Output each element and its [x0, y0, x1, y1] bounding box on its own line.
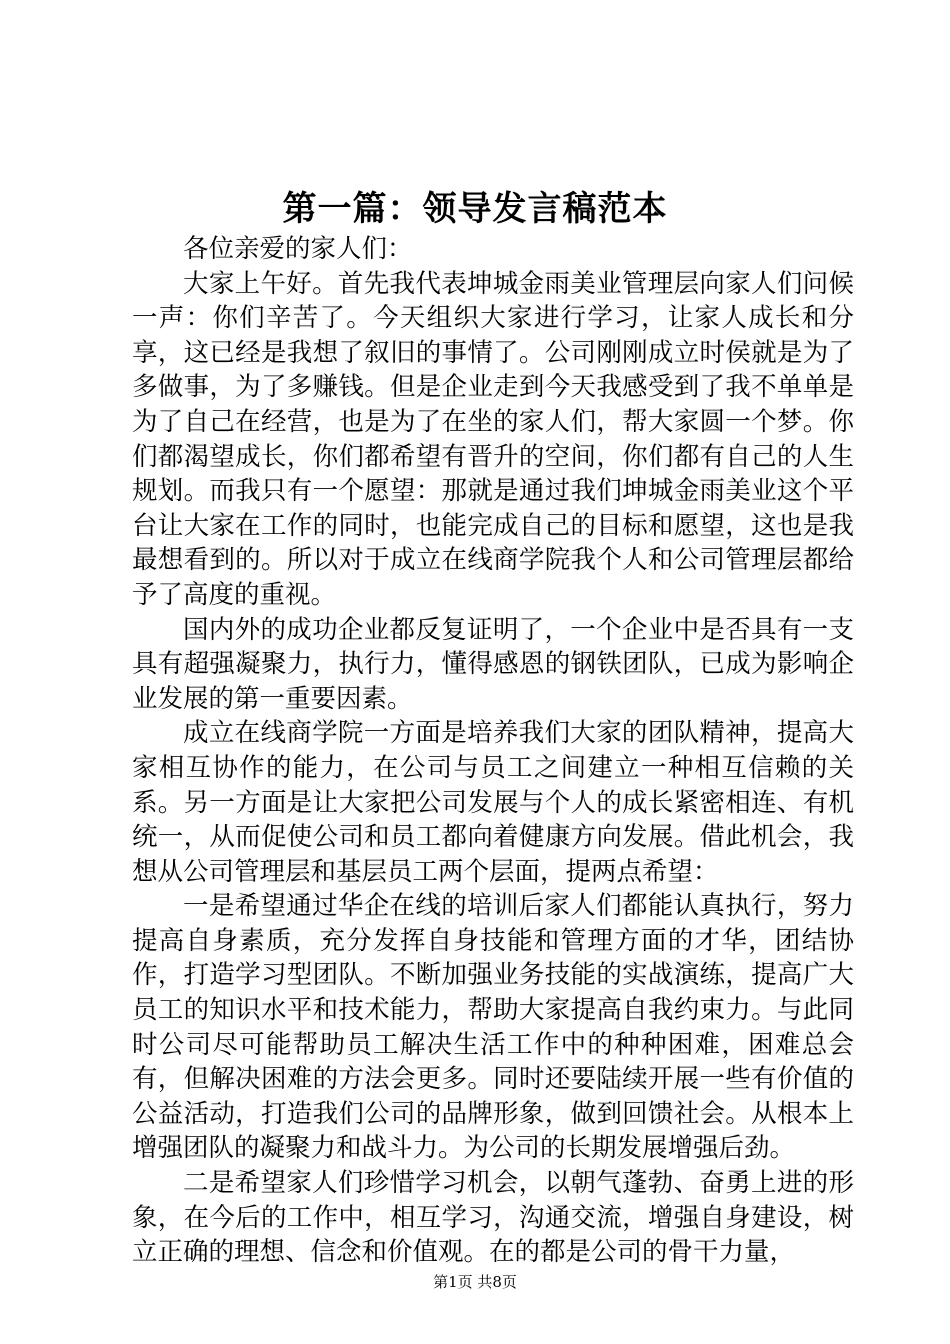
paragraph: 国内外的成功企业都反复证明了，一个企业中是否具有一支具有超强凝聚力，执行力，懂得感恩的钢铁团队，已成为影响企业发展的第一重要因素。 — [132, 614, 854, 714]
paragraph: 二是希望家人们珍惜学习机会，以朝气蓬勃、奋勇上进的形象，在今后的工作中，相互学习，沟通交流，增强自身建设，树立正确的理想、信念和价值观。在的都是公司的骨干力量， — [132, 1168, 854, 1268]
paragraph: 大家上午好。首先我代表坤城金雨美业管理层向家人们问候一声：你们辛苦了。今天组织大家进行学习，让家人成长和分享，这已经是我想了叙旧的事情了。公司刚刚成立时侯就是为了多做事，为了多赚钱。但是企业走到今天我感受到了我不单单是为了自己在经营，也是为了在坐的家人们，帮大家圆一个梦。你们都渴望成长，你们都希望有晋升的空间，你们都有自己的人生规划。而我只有一个愿望：那就是通过我们坤城金雨美业这个平台让大家在工作的同时，也能完成自己的目标和愿望，这也是我最想看到的。所以对于成立在线商学院我个人和公司管理层都给予了高度的重视。 — [132, 268, 854, 610]
page-footer: 第1页 共8页 — [433, 1273, 517, 1291]
paragraph-salutation: 各位亲爱的家人们： — [183, 234, 413, 264]
paragraph: 成立在线商学院一方面是培养我们大家的团队精神，提高大家相互协作的能力，在公司与员工之间建立一种相互信赖的关系。另一方面是让大家把公司发展与个人的成长紧密相连、有机统一，从而促使公司和员工都向着健康方向发展。借此机会，我想从公司管理层和基层员工两个层面，提两点希望： — [132, 718, 854, 887]
document-body — [132, 232, 854, 1270]
page-title: 第一篇：领导发言稿范本 — [282, 189, 668, 229]
paragraph: 一是希望通过华企在线的培训后家人们都能认真执行，努力提高自身素质，充分发挥自身技能和管理方面的才华，团结协作，打造学习型团队。不断加强业务技能的实战演练，提高广大员工的知识水平和技术能力，帮助大家提高自我约束力。与此同时公司尽可能帮助员工解决生活工作中的种种困难，困难总会有，但解决困难的方法会更多。同时还要陆续开展一些有价值的公益活动，打造我们公司的品牌形象，做到回馈社会。从根本上增强团队的凝聚力和战斗力。为公司的长期发展增强后劲。 — [132, 891, 854, 1164]
